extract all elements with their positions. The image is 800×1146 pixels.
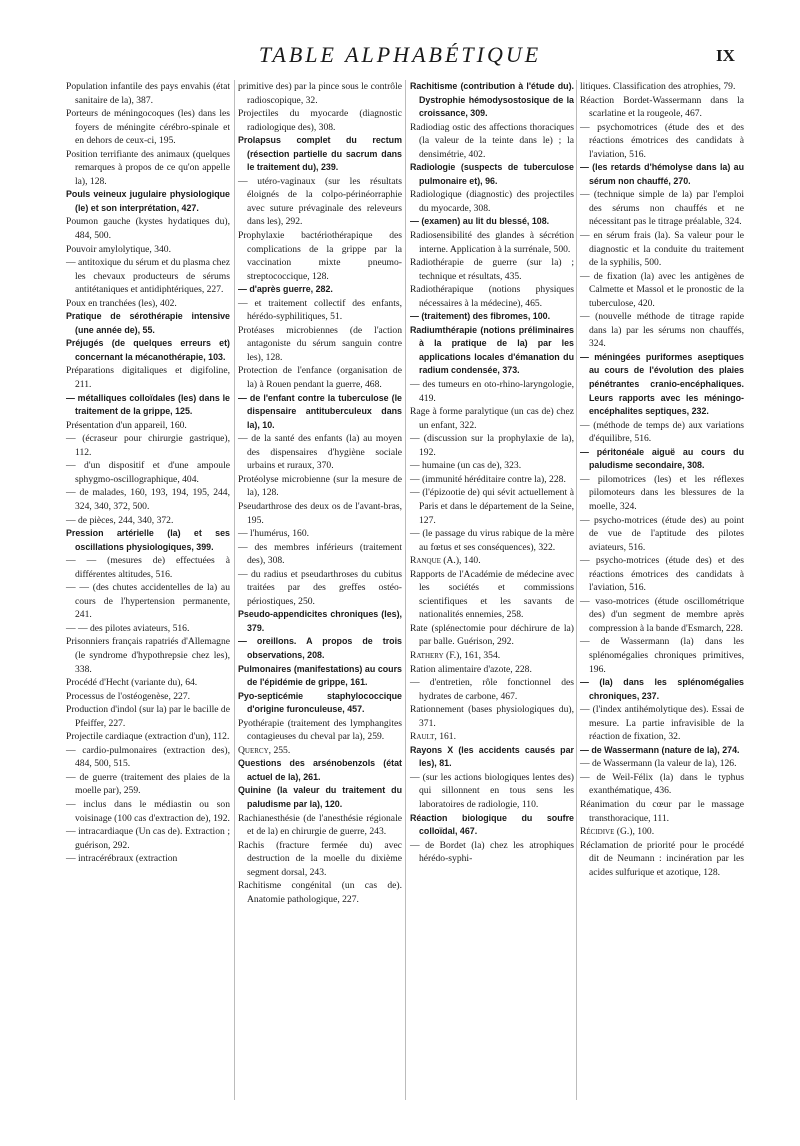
index-entry: — — (des chutes accidentelles de la) au cours de l'hypertension permanente, 241.: [66, 582, 230, 621]
index-entry: Poux en tranchées (les), 402.: [66, 297, 177, 309]
index-entry: — (immunité héréditaire contre la), 228.: [410, 473, 566, 485]
index-entry: Rayons X (les accidents causés par les), 81.: [410, 744, 574, 769]
index-entry: — du radius et pseudarthroses du cubitus traitées par des greffes ostéo-périostiques, 250.: [238, 568, 402, 607]
index-entry: — utéro-vaginaux (sur les résultats éloignés de la colpo-périnéorraphie avec suture prévaginale des releveurs dans les), 292.: [238, 175, 402, 228]
index-entry: Pouls veineux jugulaire physiologique (le) et son interprétation, 427.: [66, 189, 230, 213]
index-entry: — (la) dans les splénomégalies chroniques, 237.: [580, 677, 744, 701]
index-entry: Population infantile des pays envahis (état sanitaire de la), 387.: [66, 81, 230, 106]
index-entry: Réanimation du cœur par le massage transthoracique, 111.: [580, 798, 744, 824]
index-entry: — intracérébraux (extraction: [66, 853, 178, 865]
index-entry: Pyothérapie (traitement des lymphangites contagieuses du cheval par la), 259.: [238, 717, 402, 743]
index-entry: Rationnement (bases physiologiques du), 371.: [410, 704, 574, 729]
index-entry: — péritonéale aiguë au cours du paludisme secondaire, 308.: [580, 446, 744, 471]
index-entry: — méningées puriformes aseptiques au cours de l'évolution des plaies pénétrantes cranio-encéphaliques. Leurs rapports avec les méningo-encéphalites septiques, 232.: [580, 351, 744, 417]
index-entry: — psycho-motrices (étude des) au point de vue de l'aptitude des pilotes aviateurs, 516.: [580, 514, 744, 553]
index-entry: Quinine (la valeur du traitement du paludisme par la), 120.: [238, 785, 402, 809]
index-entry: Radiodiag ostic des affections thoraciques (la valeur de la teinte dans le) ; la densimétrie, 402.: [410, 121, 574, 160]
index-entry: — de Wassermann (nature de la), 274.: [580, 744, 740, 755]
index-entry: — de guerre (traitement des plaies de la moelle par), 259.: [66, 771, 230, 797]
index-entry: Radiumthérapie (notions préliminaires à la pratique de la) par les applications locales d'émanation du radium condensée, 373.: [410, 324, 574, 376]
index-entry: — (l'épizootie de) qui sévit actuellement à Paris et dans le département de la Seine, 127.: [410, 487, 574, 526]
index-entry: — humaine (un cas de), 323.: [410, 460, 522, 472]
index-entry: — (les retards d'hémolyse dans la) au sérum non chauffé, 270.: [580, 162, 744, 186]
index-entry: — de fixation (la) avec les antigènes de Calmette et Massol et le pronostic de la tuberculose, 420.: [580, 270, 744, 309]
index-entry: Pulmonaires (manifestations) au cours de l'épidémie de grippe, 161.: [238, 663, 402, 688]
index-entry: Rapports de l'Académie de médecine avec les sociétés et commissions scientifiques et les savants de nationalités ennemies, 258.: [410, 568, 574, 621]
index-entry: — des tumeurs en oto-rhino-laryngologie, 419.: [410, 379, 574, 404]
index-entry: Rage à forme paralytique (un cas de) chez un enfant, 322.: [410, 406, 574, 431]
index-entry: Pratique de sérothérapie intensive (une année de), 55.: [66, 311, 230, 335]
index-entry: — (traitement) des fibromes, 100.: [410, 311, 551, 322]
index-entry: — (le passage du virus rabique de la mère au fœtus et ses conséquences), 322.: [410, 528, 574, 553]
index-entry: — — des pilotes aviateurs, 516.: [66, 622, 190, 634]
index-entry: — d'entretien, rôle fonctionnel des hydrates de carbone, 467.: [410, 677, 574, 702]
page-number: IX: [716, 46, 735, 65]
index-entry: Protéases microbiennes (de l'action antagoniste du sérum sanguin contre les), 128.: [238, 324, 402, 363]
index-entry: — inclus dans le médiastin ou son voisinage (100 cas d'extraction de), 192.: [66, 798, 230, 824]
index-entry: — de l'enfant contre la tuberculose (le dispensaire antituberculeux dans la), 10.: [238, 392, 402, 430]
index-column-3: [410, 80, 574, 866]
index-entry: Réclamation de priorité pour le procédé dit de Neumann : incinération par les acides sulfurique et azotique, 128.: [580, 839, 744, 878]
index-entry: primitive des) par la pince sous le contrôle radioscopique, 32.: [238, 81, 402, 106]
index-entry: Préparations digitaliques et digifoline, 211.: [66, 365, 230, 391]
index-entry: Réaction biologique du soufre colloïdal, 467.: [410, 812, 574, 837]
index-entry: Radiologique (diagnostic) des projectiles du myocarde, 308.: [410, 189, 574, 214]
index-entry: — antitoxique du sérum et du plasma chez les chevaux producteurs de sérums antitétaniques et antidiphtériques, 227.: [66, 257, 230, 296]
index-entry: Projectiles du myocarde (diagnostic radiologique des), 308.: [238, 108, 402, 133]
index-entry: Procédé d'Hecht (variante du), 64.: [66, 677, 198, 689]
index-entry: Ration alimentaire d'azote, 228.: [410, 663, 532, 675]
index-entry: Rault, 161.: [410, 731, 457, 743]
index-entry: — (technique simple de la) par l'emploi des sérums non chauffés et ne nécessitant pas le titrage préalable, 324.: [580, 189, 744, 228]
index-entry: — (nouvelle méthode de titrage rapide dans la) par les sérums non chauffés, 324.: [580, 311, 744, 350]
index-entry: — (écraseur pour chirurgie gastrique), 112.: [66, 433, 230, 458]
index-entry: Présentation d'un appareil, 160.: [66, 419, 187, 431]
index-entry: Production d'indol (sur la) par le bacille de Pfeiffer, 227.: [66, 704, 230, 729]
index-entry: — de Bordet (la) chez les atrophiques hérédo-syphi-: [410, 839, 574, 865]
index-entry: Rachianesthésie (de l'anesthésie régionale et de la) en chirurgie de guerre, 243.: [238, 812, 402, 838]
index-entry: — de malades, 160, 193, 194, 195, 244, 324, 340, 372, 500.: [66, 487, 230, 512]
index-entry: — de la santé des enfants (la) au moyen des dispensaires d'hygiène sociale urbains et ruraux, 370.: [238, 433, 402, 472]
index-entry: Pseudarthrose des deux os de l'avant-bras, 195.: [238, 500, 402, 526]
index-entry: Poumon gauche (kystes hydatiques du), 484, 500.: [66, 216, 230, 242]
index-entry: Pyo-septicémie staphylococcique d'origine furonculeuse, 457.: [238, 690, 402, 715]
index-entry: — psychomotrices (étude des et des réactions émotrices des candidats à l'aviation, 516.: [580, 121, 744, 160]
index-entry: — de Weil-Félix (la) dans le typhus exanthématique, 436.: [580, 771, 744, 797]
index-entry: Préjugés (de quelques erreurs et) concernant la mécanothérapie, 103.: [66, 338, 230, 362]
index-entry: — pilomotrices (les) et les réflexes pilomoteurs dans les blessures de la moelle, 324.: [580, 473, 744, 512]
index-entry: — cardio-pulmonaires (extraction des), 484, 500, 515.: [66, 744, 230, 770]
index-entry: Pression artérielle (la) et ses oscillations physiologiques, 399.: [66, 528, 230, 552]
column-divider: [234, 80, 235, 1100]
index-entry: Radiothérapique (notions physiques nécessaires à la médecine), 465.: [410, 284, 574, 309]
index-entry: — (discussion sur la prophylaxie de la), 192.: [410, 433, 574, 458]
index-entry: — (sur les actions biologiques lentes des) qui sillonnent en tous sens les laboratoires de radiologie, 110.: [410, 771, 574, 810]
index-entry: — oreillons. A propos de trois observations, 208.: [238, 636, 402, 660]
index-column-1: [66, 80, 230, 866]
index-entry: Rachis (fracture fermée du) avec destruction de la moelle du dixième segment dorsal, 243.: [238, 839, 402, 878]
index-entry: Rate (splénectomie pour déchirure de la) par balle. Guérison, 292.: [410, 622, 574, 648]
index-entry: litiques. Classification des atrophies, 79.: [580, 81, 736, 92]
index-entry: — intracardiaque (Un cas de). Extraction ; guérison, 292.: [66, 826, 230, 851]
index-entry: Processus de l'ostéogenèse, 227.: [66, 690, 191, 702]
index-entry: Position terrifiante des animaux (quelques remarques à propos de ce qu'on appelle la), 128.: [66, 148, 230, 187]
page-title: TABLE ALPHABÉTIQUE: [258, 42, 542, 67]
index-entry: Radiologie (suspects de tuberculose pulmonaire et), 96.: [410, 162, 574, 186]
index-entry: — psycho-motrices (étude des) et des réactions émotrices des candidats à l'aviation, 516.: [580, 555, 744, 594]
index-column-2: [238, 80, 402, 906]
index-entry: — de Wassermann (la) dans les splénomégalies chroniques primitives, 196.: [580, 636, 744, 675]
column-divider: [576, 80, 577, 1100]
index-entry: — — (mesures de) effectuées à différentes altitudes, 516.: [66, 555, 230, 580]
index-entry: Rachitisme (contribution à l'étude du). Dystrophie hémodysostosique de la croissance, 309.: [410, 81, 574, 119]
index-entry: Prophylaxie bactériothérapique des complications de la grippe par la vaccination mixte pneumo-streptococcique, 128.: [238, 230, 402, 282]
index-entry: — de pièces, 244, 340, 372.: [66, 514, 174, 526]
index-entry: — d'après guerre, 282.: [238, 284, 333, 295]
index-entry: Prisonniers français rapatriés d'Allemagne (le syndrome d'hypothrepsie chez les), 338.: [66, 636, 230, 675]
index-entry: Radiosensibilité des glandes à sécrétion interne. Application à la surrénale, 500.: [410, 230, 574, 255]
index-entry: — d'un dispositif et d'une ampoule sphygmo-oscillographique, 404.: [66, 460, 230, 485]
column-divider: [405, 80, 406, 1100]
index-entry: — et traitement collectif des enfants, hérédo-syphilitiques, 51.: [238, 297, 402, 323]
index-entry: — de Wassermann (la valeur de la), 126.: [580, 758, 737, 770]
index-entry: — (méthode de temps de) aux variations d'équilibre, 516.: [580, 419, 744, 445]
index-entry: — (l'index antihémolytique des). Essai de mesure. La partie infravisible de la réaction de fixation, 32.: [580, 704, 744, 743]
index-entry: Rachitisme congénital (un cas de). Anatomie pathologique, 227.: [238, 880, 402, 905]
index-entry: Prolapsus complet du rectum (résection partielle du sacrum dans le traitement du), 239.: [238, 135, 402, 173]
index-entry: — l'humérus, 160.: [238, 528, 310, 540]
index-entry: Pseudo-appendicites chroniques (les), 379.: [238, 609, 402, 633]
index-entry: — vaso-motrices (étude oscillométrique des) d'un segment de membre après compression à la bande d'Esmarch, 228.: [580, 595, 744, 634]
index-entry: Quercy, 255.: [238, 744, 291, 756]
index-entry: Radiothérapie de guerre (sur la) ; technique et résultats, 435.: [410, 257, 574, 282]
index-entry: — en sérum frais (la). Sa valeur pour le diagnostic et la conduite du traitement de la syphilis, 500.: [580, 230, 744, 269]
index-entry: Protéolyse microbienne (sur la mesure de la), 128.: [238, 473, 402, 499]
index-entry: Réaction Bordet-Wassermann dans la scarlatine et la rougeole, 467.: [580, 94, 744, 120]
index-entry: Porteurs de méningocoques (les) dans les foyers de méningite cérébro-spinale et en dehors de ceux-ci, 195.: [66, 108, 230, 147]
index-entry: — des membres inférieurs (traitement des), 308.: [238, 541, 402, 567]
index-entry: Projectile cardiaque (extraction d'un), 112.: [66, 731, 230, 743]
index-entry: — (examen) au lit du blessé, 108.: [410, 216, 550, 227]
index-entry: Récidive (G.), 100.: [580, 826, 655, 838]
index-entry: Ranque (A.), 140.: [410, 555, 481, 567]
index-column-4: [580, 80, 744, 879]
index-entry: Pouvoir amylolytique, 340.: [66, 243, 171, 255]
index-entry: — métalliques colloïdales (les) dans le traitement de la grippe, 125.: [66, 392, 230, 417]
index-entry: Protection de l'enfance (organisation de la) à Rouen pendant la guerre, 468.: [238, 365, 402, 391]
index-entry: Rathery (F.), 161, 354.: [410, 649, 501, 661]
index-entry: Questions des arsénobenzols (état actuel de la), 261.: [238, 758, 402, 782]
